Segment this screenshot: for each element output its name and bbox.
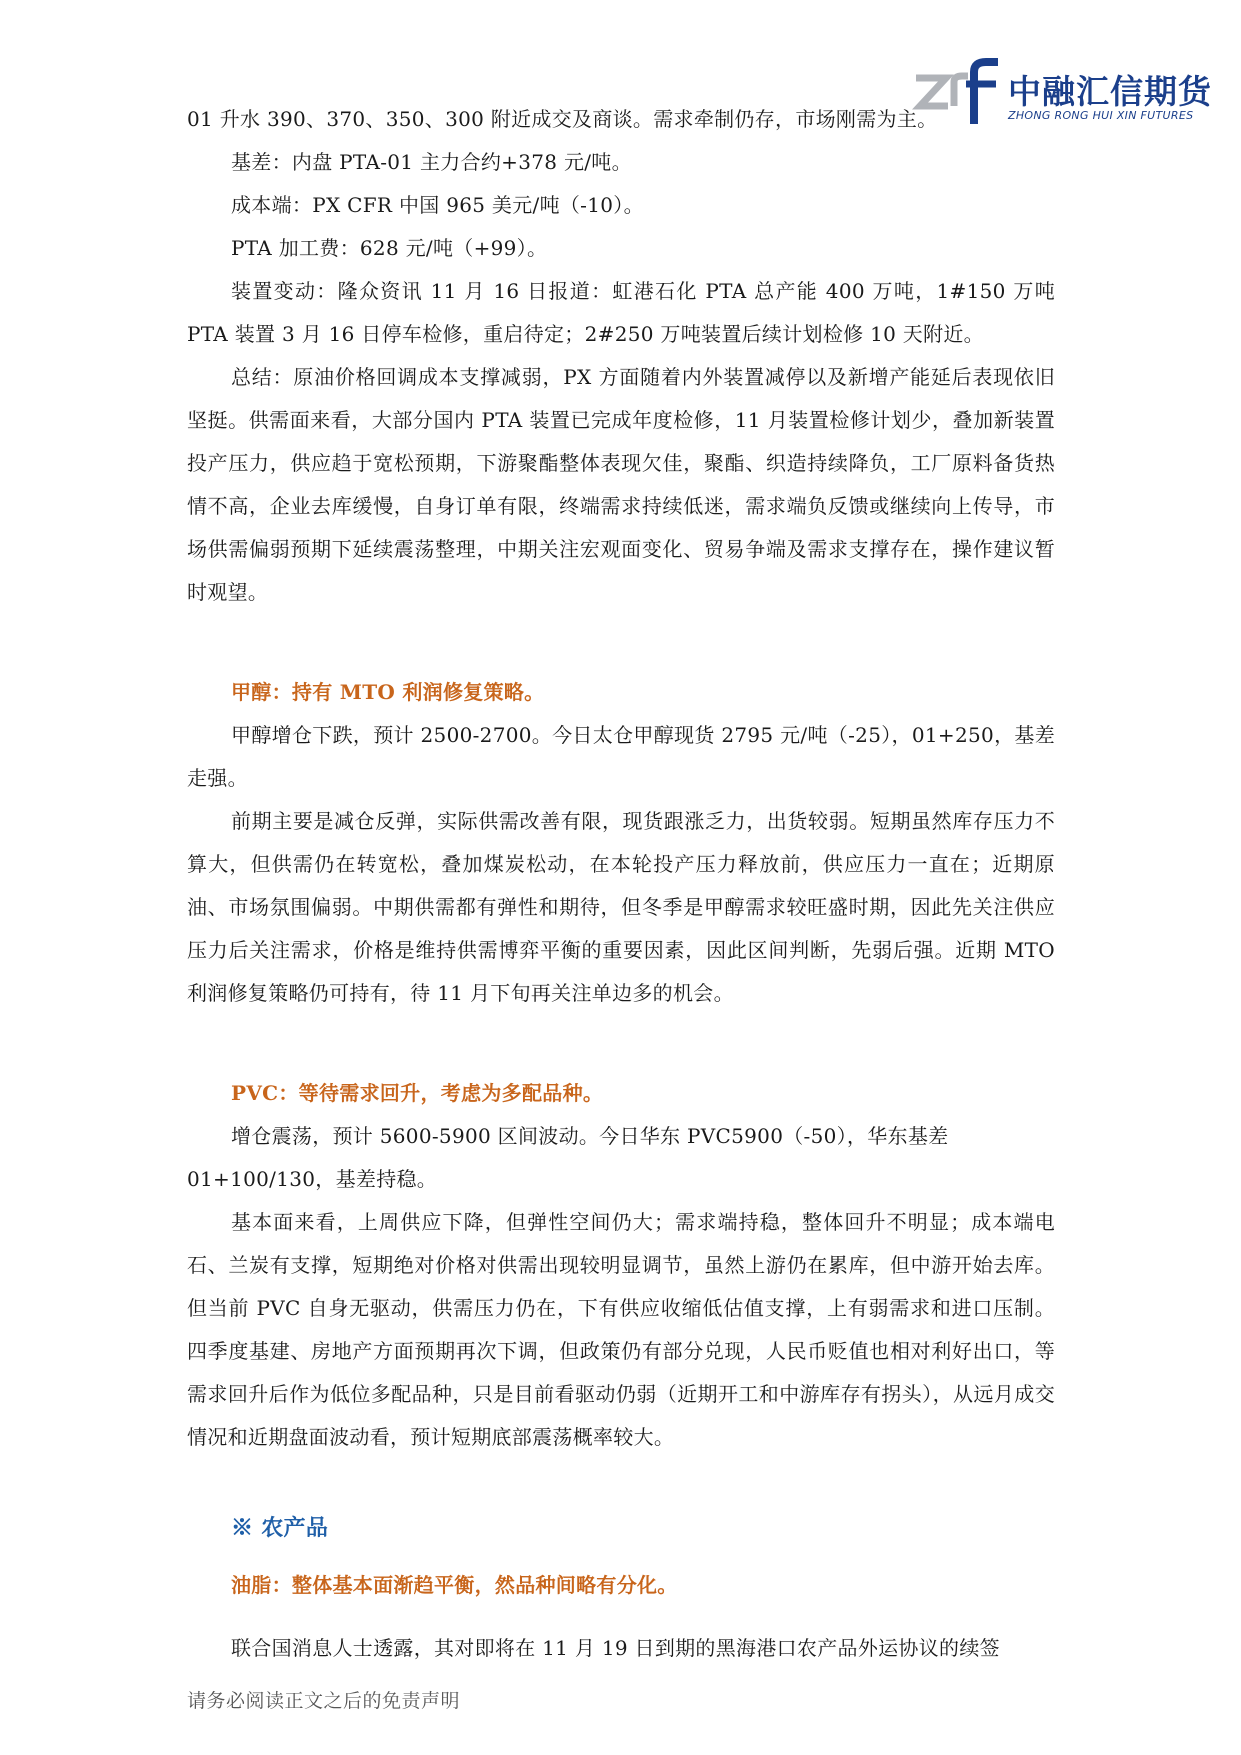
pta-trade-paragraph: 01 升水 390、370、350、300 附近成交及商谈。需求牵制仍存，市场刚需为主。 [187,107,938,131]
logo-english-name: ZHONG RONG HUI XIN FUTURES [1008,109,1194,122]
pvc-paragraph-1a: 增仓震荡，预计 5600-5900 区间波动。今日华东 PVC5900（-50），华东基差 [231,1124,949,1148]
methanol-paragraph-2: 前期主要是减仓反弹，实际供需改善有限，现货跟涨乏力，出货较弱。短期虽然库存压力不算大，但供需仍在转宽松，叠加煤炭松动，在本轮投产压力释放前，供应压力一直在；近期原油、市场氛围偏弱。中期供需都有弹性和期待，但冬季是甲醇需求较旺盛时期，因此先关注供应压力后关注需求，价格是维持供需博弈平衡的重要因素，因此区间判断，先弱后强。近期 MTO 利润修复策略仍可持有，待 11 月下旬再关注单边多的机会。 [187,809,1055,1005]
pta-summary-paragraph: 总结：原油价格回调成本支撑减弱，PX 方面随着内外装置减停以及新增产能延后表现依旧坚挺。供需面来看，大部分国内 PTA 装置已完成年度检修，11 月装置检修计划少，叠加新装置投产压力，供应趋于宽松预期，下游聚酯整体表现欠佳，聚酯、织造持续降负，工厂原料备货热情不高，企业去库缓慢，自身订单有限，终端需求持续低迷，需求端负反馈或继续向上传导，市场供需偏弱预期下延续震荡整理，中期关注宏观面变化、贸易争端及需求支撑存在，操作建议暂时观望。 [187,365,1055,604]
oil-paragraph-1: 联合国消息人士透露，其对即将在 11 月 19 日到期的黑海港口农产品外运协议的续签 [231,1636,1000,1660]
spacer [187,614,1055,657]
pta-basis-paragraph: 基差：内盘 PTA-01 主力合约+378 元/吨。 [231,150,632,174]
pvc-paragraph-2: 基本面来看，上周供应下降，但弹性空间仍大；需求端持稳，整体回升不明显；成本端电石、兰炭有支撑，短期绝对价格对供需出现较明显调节，虽然上游仍在累库，但中游开始去库。但当前 PVC 自身无驱动，供需压力仍在，下有供应收缩低估值支撑，上有弱需求和进口压制。四季度基建、房地产方面预期再次下调，但政策仍有部分兑现，人民币贬值也相对利好出口，等需求回升后作为低位多配品种，只是目前看驱动仍弱（近期开工和中游库存有拐头），从远月成交情况和近期盘面波动看，预计短期底部震荡概率较大。 [187,1210,1055,1449]
pta-fee-paragraph: PTA 加工费：628 元/吨（+99）。 [231,236,548,260]
pvc-section-title: PVC：等待需求回升，考虑为多配品种。 [231,1081,604,1105]
spacer [187,1607,1055,1627]
agriculture-section-title: ※ 农产品 [231,1515,329,1541]
report-body [187,98,1055,1670]
logo-chinese-name: 中融汇信期货 [1008,72,1212,111]
pta-device-paragraph: 装置变动：隆众资讯 11 月 16 日报道：虹港石化 PTA 总产能 400 万吨，1#150 万吨 PTA 装置 3 月 16 日停车检修，重启待定；2#250 万吨装置后续计划检修 10 天附近。 [187,279,1055,346]
pvc-paragraph-1b: 01+100/130，基差持稳。 [187,1167,438,1191]
footer-disclaimer: 请务必阅读正文之后的免责声明 [187,1690,461,1712]
methanol-section-title: 甲醇：持有 MTO 利润修复策略。 [231,680,545,704]
spacer [187,1459,1055,1489]
oil-section-title: 油脂：整体基本面渐趋平衡，然品种间略有分化。 [231,1573,678,1597]
pta-cost-paragraph: 成本端：PX CFR 中国 965 美元/吨（-10）。 [231,193,644,217]
methanol-paragraph-1: 甲醇增仓下跌，预计 2500-2700。今日太仓甲醇现货 2795 元/吨（-25），01+250，基差走强。 [187,723,1055,790]
spacer [187,1015,1055,1058]
